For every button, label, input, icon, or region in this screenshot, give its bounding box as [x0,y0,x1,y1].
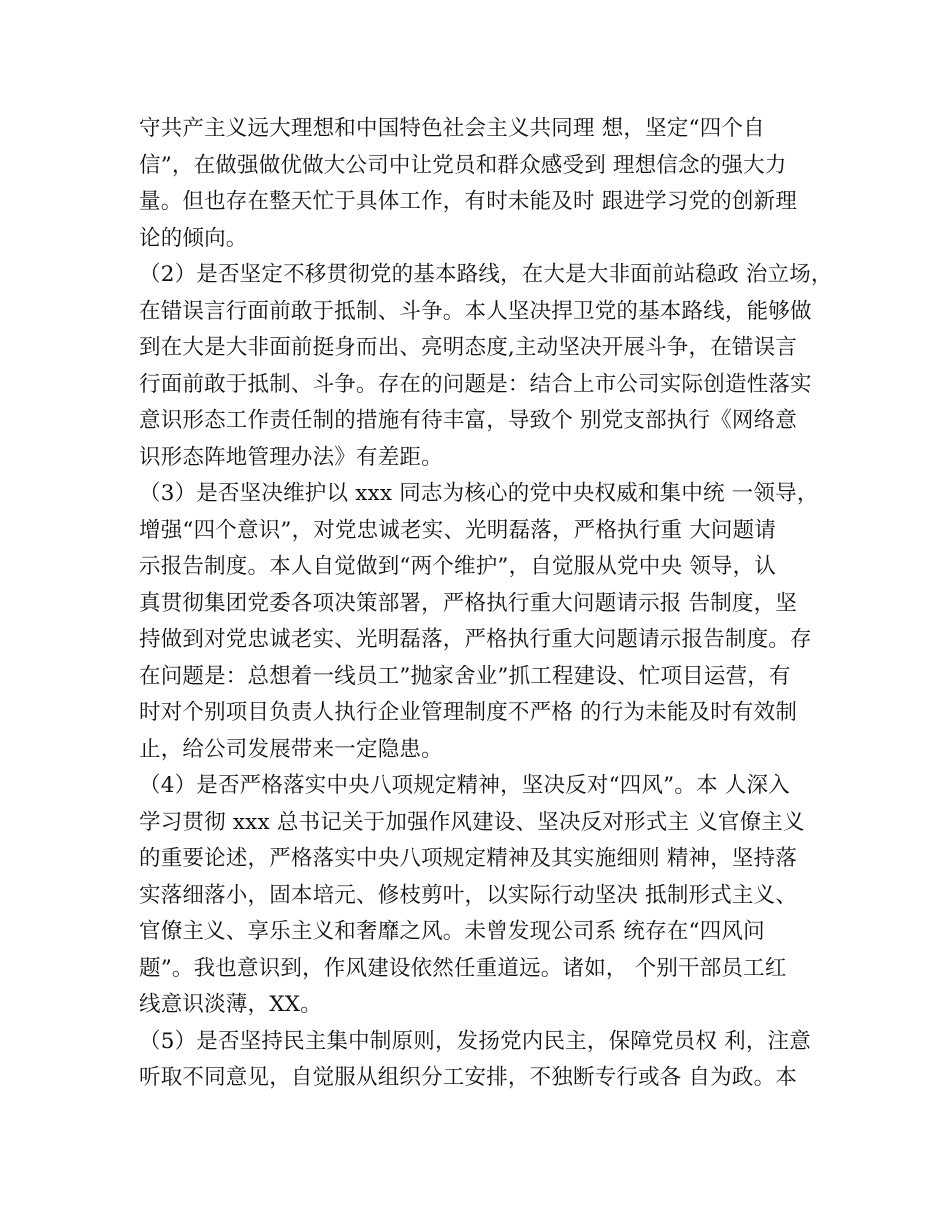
text-line: 量。但也存在整天忙于具体工作，有时未能及时 跟进学习党的创新理 [139,189,798,214]
text-line: 守共产主义远大理想和中国特色社会主义共同理 想，坚定“四个自 [139,116,765,141]
text-line: 止，给公司发展带来一定隐患。 [139,736,443,762]
text-line: （3）是否坚决维护以 xxx 同志为核心的党中央权威和集中统 一领导， [139,481,819,506]
text-line: 在错误言行面前敢于抵制、斗争。本人坚决捍卫党的基本路线，能够做 [139,298,812,324]
text-line: 持做到对党忠诚老实、光明磊落，严格执行重大问题请示报告制度。存 [139,627,812,652]
text-line: 论的倾向。 [139,225,248,251]
text-line: （5）是否坚持民主集中制原则，发扬党内民主，保障党员权 利，注意 [139,1028,811,1054]
text-line: 题”。我也意识到，作风建设依然任重道远。诸如， 个别干部员工红 [139,955,787,981]
text-line: 增强“四个意识”，对党忠诚老实、光明磊落，严格执行重 大问题请 [139,517,777,543]
text-line: 学习贯彻 xxx 总书记关于加强作风建设、坚决反对形式主 义官僚主义 [139,809,805,835]
text-line: 信”，在做强做优做大公司中让党员和群众感受到 理想信念的强大力 [139,152,787,178]
text-line: 到在大是大非面前挺身而出、亮明态度,主动坚决开展斗争，在错误言 [139,335,798,360]
text-line: 实落细落小，固本培元、修枝剪叶，以实际行动坚决 抵制形式主义、 [139,882,798,908]
text-line: 官僚主义、享乐主义和奢靡之风。未曾发现公司系 统存在“四风问 [139,919,765,944]
text-line: 听取不同意见，自觉服从组织分工安排，不独断专行或各 自为政。本 [139,1065,798,1090]
body-text [139,111,833,1097]
text-line: 示报告制度。本人自觉做到“两个维护”，自觉服从党中央 领导，认 [139,554,777,579]
text-line: （4）是否严格落实中央八项规定精神，坚决反对“四风”。本 人深入 [139,773,790,798]
text-line: 时对个别项目负责人执行企业管理制度不严格 的行为未能及时有效制 [139,700,798,725]
text-line: 线意识淡薄，XX。 [139,992,322,1017]
text-line: 意识形态工作责任制的措施有待丰富，导致个 别党支部执行《网络意 [139,408,798,433]
text-line: （2）是否坚定不移贯彻党的基本路线，在大是大非面前站稳政 治立场， [139,262,833,287]
text-line: 在问题是：总想着一线员工”抛家舍业”抓工程建设、忙项目运营，有 [139,663,791,689]
text-line: 真贯彻集团党委各项决策部署，严格执行重大问题请示报 告制度，坚 [139,590,798,616]
text-line: 的重要论述，严格落实中央八项规定精神及其实施细则 精神，坚持落 [139,846,798,871]
text-line: 行面前敢于抵制、斗争。存在的问题是：结合上市公司实际创造性落实 [139,371,812,397]
text-line: 识形态阵地管理办法》有差距。 [139,444,443,470]
